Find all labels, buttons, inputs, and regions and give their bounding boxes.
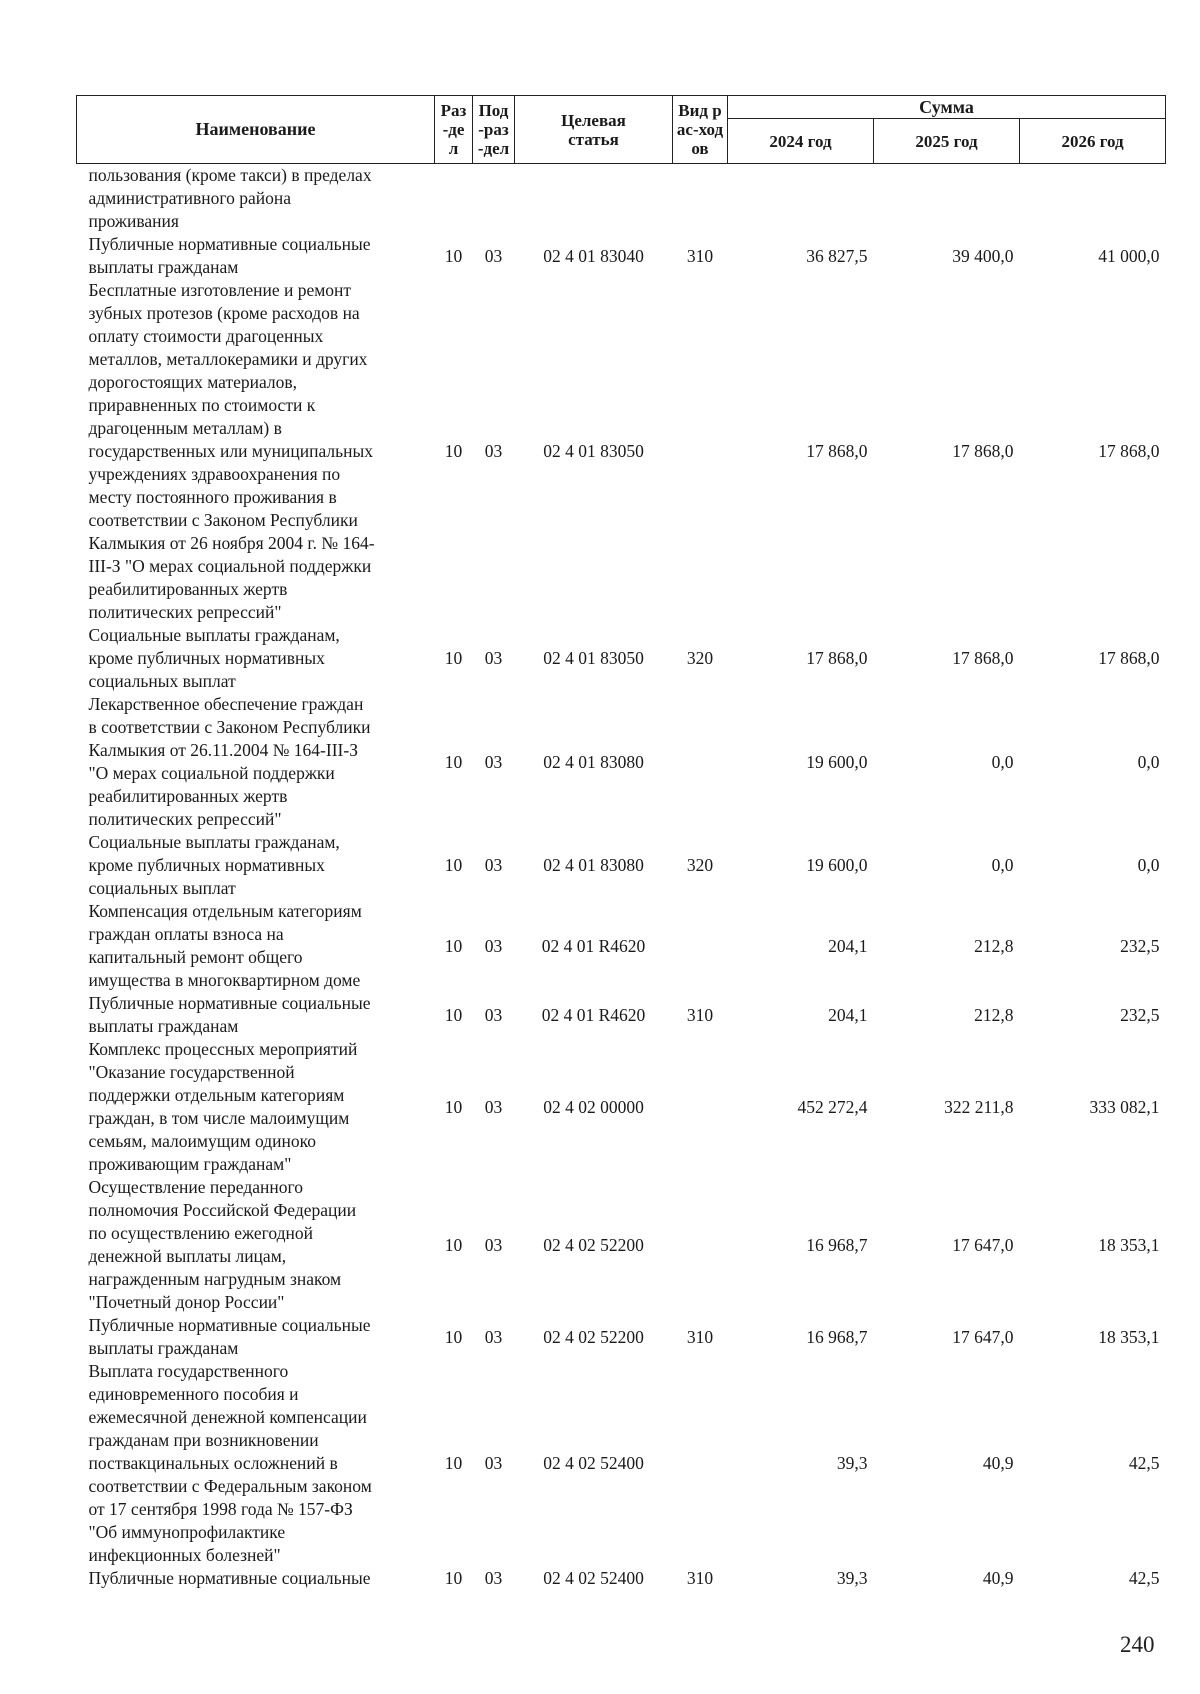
row-name-line: в соответствии с Законом Республики <box>88 717 371 737</box>
table-row <box>77 164 1166 234</box>
row-podrazdel: 03 <box>484 855 503 875</box>
row-name-line: социальных выплат <box>88 878 236 898</box>
row-sum-2026: 17 868,0 <box>1098 648 1160 668</box>
row-target: 02 4 01 83050 <box>543 648 644 668</box>
row-name-line: выплаты гражданам <box>88 1016 239 1036</box>
row-name-line: оплату стоимости драгоценных <box>88 326 324 346</box>
table-row <box>77 831 1166 900</box>
row-sum-2025: 0,0 <box>991 855 1014 875</box>
row-target: 02 4 02 52200 <box>543 1234 644 1255</box>
table-row <box>77 900 1166 992</box>
row-vid <box>673 1038 728 1176</box>
table-row <box>77 1567 1166 1590</box>
header-podrazdel <box>473 96 515 164</box>
row-name <box>77 1038 435 1176</box>
table-row <box>77 693 1166 831</box>
row-target: 02 4 02 52200 <box>543 1326 644 1347</box>
row-sum-2024: 204,1 <box>828 1004 868 1025</box>
row-sum-2025: 17 647,0 <box>952 1326 1014 1347</box>
row-name-line: Публичные нормативные социальные <box>88 1568 371 1588</box>
table-row <box>77 1314 1166 1360</box>
row-name-line: соответствии с Федеральным законом <box>88 1476 372 1496</box>
row-vid: 310 <box>686 1004 714 1025</box>
row-name-line: Компенсация отдельным категориям <box>88 901 362 921</box>
row-name-line: единовременного пособия и <box>88 1384 299 1404</box>
row-razdel: 10 <box>444 648 463 668</box>
row-razdel: 10 <box>444 1326 463 1347</box>
row-sum-2026: 232,5 <box>1120 1004 1160 1025</box>
row-name-line: "Оказание государственной <box>88 1062 295 1082</box>
row-name-line: "Об иммунопрофилактике <box>88 1522 286 1542</box>
row-sum-2025: 212,8 <box>974 935 1014 956</box>
row-sum-2024: 19 600,0 <box>806 751 868 772</box>
row-podrazdel: 03 <box>484 441 503 461</box>
row-razdel: 10 <box>444 751 463 772</box>
row-sum-2025: 17 647,0 <box>952 1234 1014 1255</box>
row-name-line: Осуществление переданного <box>88 1177 303 1197</box>
row-name-line: учреждениях здравоохранения по <box>88 464 341 484</box>
row-vid: 310 <box>686 245 714 266</box>
row-name <box>77 1360 435 1567</box>
row-target: 02 4 02 52400 <box>543 1453 644 1473</box>
header-year-2025: 2025 год <box>874 119 1020 164</box>
row-name <box>77 1314 435 1360</box>
row-name-line: Калмыкия от 26.11.2004 № 164-III-З <box>88 740 358 760</box>
table-row <box>77 279 1166 624</box>
row-name <box>77 233 435 279</box>
row-sum-2026: 42,5 <box>1128 1453 1160 1473</box>
row-name-line: приравненных по стоимости к <box>88 395 316 415</box>
row-sum-2026 <box>1020 164 1166 234</box>
row-razdel: 10 <box>444 245 463 266</box>
row-name-line: Публичные нормативные социальные <box>88 993 371 1013</box>
row-sum-2025: 39 400,0 <box>952 245 1014 266</box>
row-sum-2026: 41 000,0 <box>1098 245 1160 266</box>
row-name-line: Лекарственное обеспечение граждан <box>88 694 364 714</box>
row-name-line: Публичные нормативные социальные <box>88 234 371 254</box>
row-sum-2025 <box>874 164 1020 234</box>
row-razdel: 10 <box>444 1453 463 1473</box>
row-name-line: "О мерах социальной поддержки <box>88 763 335 783</box>
header-razdel <box>435 96 473 164</box>
row-name <box>77 1176 435 1314</box>
row-name-line: месту постоянного проживания в <box>88 487 337 507</box>
row-sum-2026: 18 353,1 <box>1098 1234 1160 1255</box>
row-name-line: граждан оплаты взноса на <box>88 924 284 944</box>
row-vid <box>673 164 728 234</box>
row-name-line: социальных выплат <box>88 671 236 691</box>
row-razdel: 10 <box>444 441 463 461</box>
row-sum-2026: 333 082,1 <box>1089 1096 1160 1117</box>
row-sum-2024: 36 827,5 <box>806 245 868 266</box>
row-name <box>77 693 435 831</box>
header-vid-text: Вид рас-ходов <box>676 101 724 158</box>
row-name <box>77 831 435 900</box>
row-razdel: 10 <box>444 1004 463 1025</box>
row-sum-2025: 0,0 <box>991 751 1014 772</box>
row-sum-2024: 39,3 <box>836 1568 868 1588</box>
row-sum-2026: 42,5 <box>1128 1568 1160 1588</box>
row-name-line: политических репрессий" <box>88 602 282 622</box>
row-name-line: полномочия Российской Федерации <box>88 1200 357 1220</box>
row-razdel: 10 <box>444 1096 463 1117</box>
row-name-line: Бесплатные изготовление и ремонт <box>88 280 352 300</box>
row-podrazdel: 03 <box>484 1453 503 1473</box>
row-name-line: проживания <box>88 211 179 231</box>
row-sum-2025: 322 211,8 <box>944 1096 1014 1117</box>
row-sum-2025: 40,9 <box>982 1568 1014 1588</box>
row-vid <box>673 1360 728 1567</box>
row-name-line: ежемесячной денежной компенсации <box>88 1407 367 1427</box>
row-name-line: административного района <box>88 188 292 208</box>
page-number: 240 <box>1120 1632 1155 1657</box>
row-name-line: металлов, металлокерамики и других <box>88 349 368 369</box>
row-name-line: от 17 сентября 1998 года № 157-ФЗ <box>88 1499 353 1519</box>
row-razdel: 10 <box>444 1234 463 1255</box>
header-year-2024: 2024 год <box>728 119 874 164</box>
row-target: 02 4 01 83040 <box>543 245 644 266</box>
row-name <box>77 900 435 992</box>
row-sum-2025: 17 868,0 <box>952 648 1014 668</box>
table-header <box>77 96 1166 164</box>
row-sum-2026: 0,0 <box>1137 855 1160 875</box>
header-year-2026: 2026 год <box>1020 119 1166 164</box>
row-podrazdel: 03 <box>484 648 503 668</box>
row-target: 02 4 02 00000 <box>543 1096 644 1117</box>
row-sum-2024: 17 868,0 <box>806 441 868 461</box>
row-name-line: Публичные нормативные социальные <box>88 1315 371 1335</box>
header-sum: Сумма <box>728 96 1166 119</box>
row-name <box>77 992 435 1038</box>
row-podrazdel <box>473 164 515 234</box>
row-sum-2024: 17 868,0 <box>806 648 868 668</box>
header-vid <box>673 96 728 164</box>
row-name-line: имущества в многоквартирном доме <box>88 970 361 990</box>
row-name-line: инфекционных болезней" <box>88 1545 281 1565</box>
row-vid <box>673 1176 728 1314</box>
row-sum-2024: 19 600,0 <box>806 855 868 875</box>
table-row <box>77 1360 1166 1567</box>
row-name <box>77 279 435 624</box>
row-target: 02 4 01 83080 <box>543 855 644 875</box>
row-name-line: реабилитированных жертв <box>88 579 288 599</box>
row-name-line: Калмыкия от 26 ноября 2004 г. № 164- <box>88 533 375 553</box>
table-body <box>77 164 1166 1591</box>
row-sum-2025: 212,8 <box>974 1004 1014 1025</box>
row-vid <box>673 900 728 992</box>
row-razdel <box>435 164 473 234</box>
row-name-line: драгоценным металлам) в <box>88 418 282 438</box>
row-sum-2024 <box>728 164 874 234</box>
row-name <box>77 1567 435 1590</box>
row-podrazdel: 03 <box>484 935 503 956</box>
row-name-line: выплаты гражданам <box>88 257 239 277</box>
row-name-line: денежной выплаты лицам, <box>88 1246 287 1266</box>
row-name-line: награжденным нагрудным знаком <box>88 1269 342 1289</box>
row-sum-2026: 0,0 <box>1137 751 1160 772</box>
table-row <box>77 1176 1166 1314</box>
row-target: 02 4 01 83080 <box>543 751 644 772</box>
row-vid <box>673 279 728 624</box>
row-podrazdel: 03 <box>484 1568 503 1588</box>
row-name <box>77 164 435 234</box>
row-sum-2026: 232,5 <box>1120 935 1160 956</box>
row-sum-2024: 204,1 <box>828 935 868 956</box>
table-row <box>77 624 1166 693</box>
row-target <box>515 164 673 234</box>
row-target: 02 4 01 83050 <box>543 441 644 461</box>
row-vid: 320 <box>686 648 714 668</box>
table-row <box>77 233 1166 279</box>
row-podrazdel: 03 <box>484 245 503 266</box>
row-vid: 310 <box>686 1568 714 1588</box>
row-name-line: выплаты гражданам <box>88 1338 239 1358</box>
row-name-line: Социальные выплаты гражданам, <box>88 625 340 645</box>
table-row <box>77 1038 1166 1176</box>
header-target-text: Целевая статья <box>561 110 626 149</box>
row-podrazdel: 03 <box>484 1096 503 1117</box>
row-razdel: 10 <box>444 1568 463 1588</box>
row-sum-2026: 17 868,0 <box>1098 441 1160 461</box>
row-podrazdel: 03 <box>484 751 503 772</box>
row-target: 02 4 01 R4620 <box>541 1004 646 1025</box>
row-vid <box>673 693 728 831</box>
row-name-line: кроме публичных нормативных <box>88 648 325 668</box>
header-razdel-text: Раз-дел <box>440 101 467 158</box>
row-name-line: проживающим гражданам" <box>88 1154 292 1174</box>
row-razdel: 10 <box>444 935 463 956</box>
row-name-line: зубных протезов (кроме расходов на <box>88 303 360 323</box>
header-name: Наименование <box>77 96 435 164</box>
row-name-line: семьям, малоимущим одиноко <box>88 1131 317 1151</box>
row-sum-2025: 17 868,0 <box>952 441 1014 461</box>
row-name-line: поствакцинальных осложнений в <box>88 1453 338 1473</box>
row-name-line: по осуществлению ежегодной <box>88 1223 314 1243</box>
row-podrazdel: 03 <box>484 1234 503 1255</box>
row-name-line: поддержки отдельным категориям <box>88 1085 345 1105</box>
row-name-line: дорогостоящих материалов, <box>88 372 298 392</box>
budget-table <box>76 95 1166 1590</box>
row-name-line: реабилитированных жертв <box>88 786 288 806</box>
row-name-line: политических репрессий" <box>88 809 282 829</box>
row-name-line: Выплата государственного <box>88 1361 289 1381</box>
header-target <box>515 96 673 164</box>
row-name-line: капитальный ремонт общего <box>88 947 303 967</box>
row-target: 02 4 01 R4620 <box>541 935 646 956</box>
row-name-line: гражданам при возникновении <box>88 1430 319 1450</box>
row-name-line: Комплекс процессных мероприятий <box>88 1039 358 1059</box>
row-name-line: государственных или муниципальных <box>88 441 373 461</box>
table-row <box>77 992 1166 1038</box>
row-name-line: III-З "О мерах социальной поддержки <box>88 556 372 576</box>
row-podrazdel: 03 <box>484 1326 503 1347</box>
row-name-line: кроме публичных нормативных <box>88 855 325 875</box>
row-vid: 320 <box>686 855 714 875</box>
row-name-line: "Почетный донор России" <box>88 1292 285 1312</box>
row-sum-2024: 16 968,7 <box>806 1234 868 1255</box>
row-podrazdel: 03 <box>484 1004 503 1025</box>
row-sum-2024: 16 968,7 <box>806 1326 868 1347</box>
row-sum-2024: 452 272,4 <box>797 1096 868 1117</box>
row-sum-2025: 40,9 <box>982 1453 1014 1473</box>
row-razdel: 10 <box>444 855 463 875</box>
header-podrazdel-text: Под-раз-дел <box>477 101 510 158</box>
row-name <box>77 624 435 693</box>
row-name-line: Социальные выплаты гражданам, <box>88 832 340 852</box>
row-sum-2024: 39,3 <box>836 1453 868 1473</box>
row-target: 02 4 02 52400 <box>543 1568 644 1588</box>
row-name-line: граждан, в том числе малоимущим <box>88 1108 350 1128</box>
row-sum-2026: 18 353,1 <box>1098 1326 1160 1347</box>
row-name-line: пользования (кроме такси) в пределах <box>88 165 372 185</box>
row-vid: 310 <box>686 1326 714 1347</box>
row-name-line: соответствии с Законом Республики <box>88 510 358 530</box>
